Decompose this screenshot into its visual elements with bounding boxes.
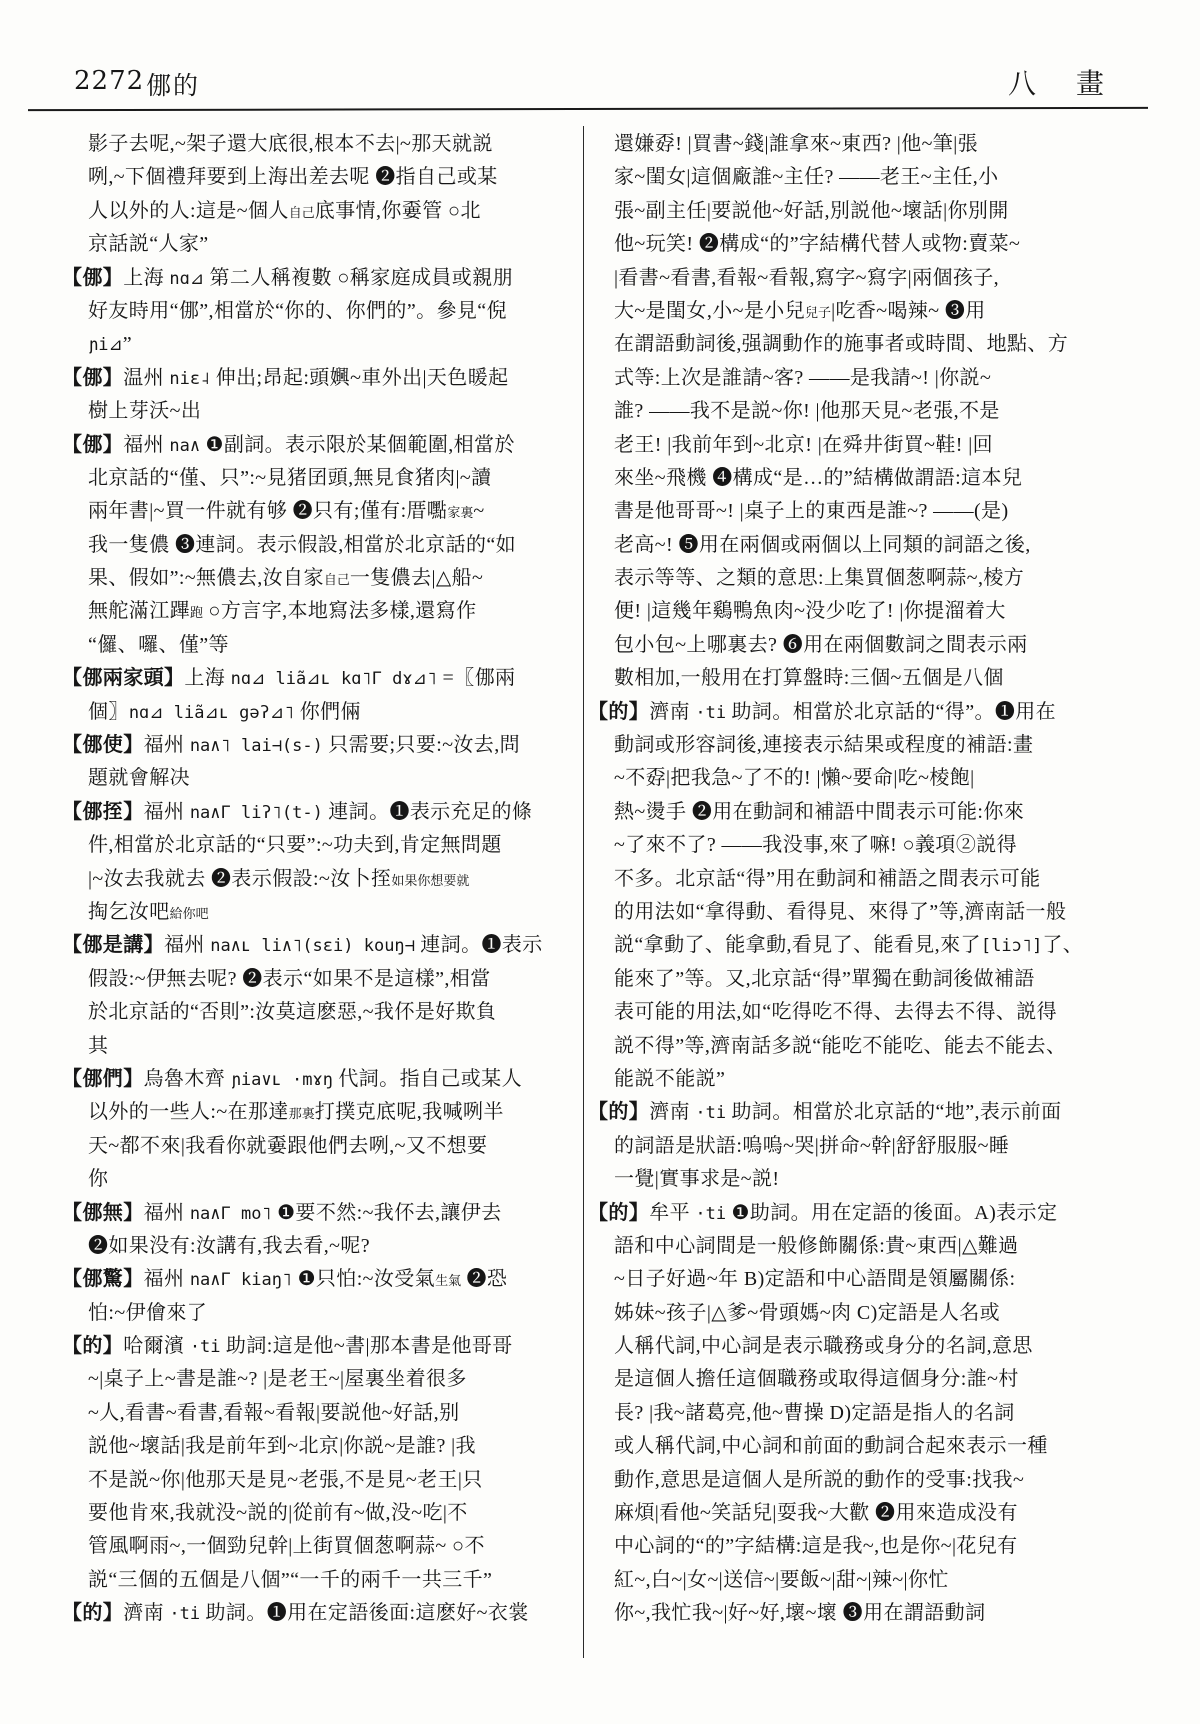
body-text: 便! |這幾年鷄鴨魚肉~没少吃了! |你提溜着大 <box>614 600 1006 623</box>
text-line <box>588 228 1060 261</box>
body-text: 烏魯木齊 <box>143 1067 231 1090</box>
body-text: 京話説“人家” <box>88 233 209 256</box>
text-line <box>588 829 1060 862</box>
text-line <box>62 662 550 695</box>
body-text: ❶助詞。用在定語的後面。A)表示定 <box>726 1201 1058 1224</box>
text-line <box>588 1397 1060 1430</box>
body-text: 北京話的“僅、只”:~見猪囝頭,無見食猪肉|~讀 <box>88 466 492 489</box>
body-text: 哈爾濱 <box>123 1335 190 1358</box>
text-line <box>62 1597 550 1630</box>
body-text: ❷恐 <box>461 1268 508 1291</box>
body-text: 不多。北京話“得”用在動詞和補語之間表示可能 <box>614 867 1041 890</box>
body-text: 福州 <box>123 433 170 456</box>
text-line <box>588 996 1060 1029</box>
body-text: 語和中心詞間是一般修飾關係:貴~東西|△難過 <box>614 1234 1019 1257</box>
body-text: 天~都不來|我看你就嫑跟他們去咧,~又不想要 <box>88 1134 488 1157</box>
text-line <box>588 1297 1060 1330</box>
inline-gloss: 自己 <box>323 572 350 588</box>
body-text: |~汝去我就去 ❷表示假設:~汝卜挃 <box>88 867 392 890</box>
body-text: 不是説~你|他那天是見~老張,不是見~老王|只 <box>88 1468 483 1491</box>
text-line <box>62 161 550 194</box>
text-line <box>588 629 1060 662</box>
text-line <box>588 562 1060 595</box>
inline-gloss: 給你吧 <box>169 905 209 921</box>
phonetic-transcription: [liɔ˥] <box>980 936 1043 957</box>
text-line <box>588 896 1067 929</box>
body-text: 兩年書|~買一件就有够 ❷只有;僅有:厝嚸 <box>88 500 448 523</box>
text-line <box>588 429 1060 462</box>
phonetic-transcription: ·ti <box>695 1103 727 1124</box>
body-text: 咧,~下個禮拜要到上海出差去呢 ❷指自己或某 <box>88 166 498 189</box>
left-column <box>62 128 550 1631</box>
text-line <box>62 896 550 929</box>
body-text: 中心詞的“的”字結構:這是我~,也是你~|花兒有 <box>614 1535 1018 1558</box>
body-text: ❷如果没有:汝講有,我去看,~呢? <box>88 1234 371 1257</box>
body-text: 能來了”等。又,北京話“得”單獨在動詞後做補語 <box>614 967 1035 990</box>
body-text: 打撲克底呢,我喊咧半 <box>314 1101 504 1124</box>
text-line <box>62 1530 550 1563</box>
text-line <box>588 963 1060 996</box>
body-text: 連詞。❶表示 <box>414 934 543 957</box>
body-text: ” <box>122 333 132 356</box>
body-text: 人稱代詞,中心詞是表示職務或身分的名詞,意思 <box>614 1335 1033 1358</box>
text-line <box>62 1030 550 1063</box>
body-text: 助詞。相當於北京話的“地”,表示前面 <box>726 1101 1062 1124</box>
right-column <box>588 128 1084 1631</box>
body-text: 能説不能説” <box>614 1067 726 1090</box>
text-line <box>588 262 1060 295</box>
body-text: 温州 <box>123 366 170 389</box>
text-line <box>588 328 1069 361</box>
text-line <box>62 1063 550 1096</box>
text-line <box>62 696 550 729</box>
body-text: 要他肯來,我就没~説的|從前有~做,没~吃|不 <box>88 1502 468 1525</box>
body-text: 姊妹~孩子|△爹~骨頭媽~肉 C)定語是人名或 <box>614 1301 1001 1324</box>
text-line <box>588 395 1060 428</box>
body-text: 連詞。❶表示充足的條 <box>322 800 533 823</box>
text-line <box>62 562 550 595</box>
text-line <box>62 195 550 228</box>
text-line <box>62 1497 550 1530</box>
text-line <box>588 762 1060 795</box>
text-line <box>588 1497 1060 1530</box>
body-text: |吃香~喝辣~ ❸用 <box>831 299 986 322</box>
entry-headword: 【㑚驚】 <box>62 1268 144 1291</box>
text-line <box>588 128 1060 161</box>
body-text: 説他~壞話|我是前年到~北京|你説~是誰? |我 <box>88 1435 476 1458</box>
body-text: 管風啊雨~,一個勁兒幹|上街買個葱啊蒜~ ○不 <box>88 1535 485 1558</box>
text-line <box>62 996 550 1029</box>
body-text: 一隻儂去|△船~ <box>349 567 484 590</box>
text-line <box>588 529 1060 562</box>
inline-gloss: 兒子 <box>805 304 832 320</box>
phonetic-transcription: niɛ˨ <box>169 368 211 389</box>
body-text: 長? |我~諸葛亮,他~曹操 D)定語是指人的名詞 <box>614 1401 1015 1424</box>
body-text: ~人,看書~看書,看報~看報|要説他~好話,别 <box>88 1401 460 1424</box>
phonetic-transcription: ɲia∨ʟ ·mɤŋ <box>230 1069 333 1090</box>
body-text: ~ <box>473 500 485 523</box>
text-line <box>588 1163 1060 1196</box>
text-line <box>588 1230 1060 1263</box>
text-line <box>62 429 550 462</box>
inline-gloss: 生氣 <box>435 1273 462 1289</box>
body-text: 其 <box>88 1034 109 1057</box>
text-line <box>588 796 1060 829</box>
body-text: 説“三個的五個是八個”“一千的兩千一共三千” <box>88 1568 493 1591</box>
body-text: 果、假如”:~無儂去,汝自家 <box>88 567 324 590</box>
body-text: 老王! |我前年到~北京! |在舜井街買~鞋! |回 <box>614 433 994 456</box>
text-line <box>62 796 550 829</box>
body-text: 我一隻儂 ❸連詞。表示假設,相當於北京話的“如 <box>88 533 517 556</box>
body-text: “儸、囉、僅”等 <box>88 633 229 656</box>
text-line <box>62 1363 550 1396</box>
body-text: ❶要不然:~我伓去,讓伊去 <box>271 1201 502 1224</box>
text-line <box>62 462 550 495</box>
text-line <box>62 1096 550 1129</box>
text-line <box>588 1363 1060 1396</box>
text-line <box>62 1163 550 1196</box>
body-text: 助詞:這是他~書|那本書是他哥哥 <box>220 1335 513 1358</box>
body-text: 人以外的人:這是~個人 <box>88 199 289 222</box>
body-text: 説不得”等,濟南話多説“能吃不能吃、能去不能去、 <box>614 1034 1067 1057</box>
entry-headword: 【㑚】 <box>62 433 124 456</box>
phonetic-transcription: na∧ʟ li∧˥(sɛi) kouŋ⊣ <box>210 936 415 957</box>
text-line <box>62 228 550 261</box>
guide-word: 㑚的 <box>146 73 201 100</box>
body-text: 於北京話的“否則”:汝莫這麽惡,~我伓是好欺負 <box>88 1001 497 1024</box>
page-number: 2272 <box>74 66 145 96</box>
entry-headword: 【㑚是講】 <box>62 934 164 957</box>
text-line <box>588 1130 1060 1163</box>
phonetic-transcription: na∧Γ kiaŋ˥ <box>189 1270 293 1291</box>
text-line <box>588 929 1084 962</box>
text-line <box>588 295 1060 328</box>
entry-headword: 【㑚挃】 <box>62 800 144 823</box>
stroke-section-label: 八 畫 <box>1008 69 1111 100</box>
text-line <box>62 1464 550 1497</box>
body-text: 你們倆 <box>294 700 361 723</box>
body-text: 福州 <box>143 1268 190 1291</box>
text-line <box>588 195 1060 228</box>
body-text: 助詞。❶用在定語後面:這麽好~衣裳 <box>200 1602 529 1625</box>
body-text: 動詞或形容詞後,連接表示結果或程度的補語:畫 <box>614 734 1034 757</box>
body-text: 了、 <box>1042 934 1084 957</box>
body-text: 無舵滿江蹕 <box>88 600 190 623</box>
body-text: 福州 <box>164 934 211 957</box>
phonetic-transcription: na∧˥ lai⊣(s-) <box>189 736 323 757</box>
body-text: 包小包~上哪裏去? ❻用在兩個數詞之間表示兩 <box>614 633 1028 656</box>
body-text: 底事情,你嫑管 ○北 <box>314 199 481 222</box>
body-text: 或人稱代詞,中心詞和前面的動詞合起來表示一種 <box>614 1435 1048 1458</box>
inline-gloss: 自己 <box>288 204 315 220</box>
body-text: 張~副主任|要説他~好話,別説他~壞話|你別開 <box>614 199 1009 222</box>
text-line <box>62 295 550 328</box>
phonetic-transcription: na∧ <box>169 435 201 456</box>
phonetic-transcription: nɑ⊿ liã⊿ʟ kɑ˥Γ dɤ⊿˥ <box>230 669 438 690</box>
body-text: 濟南 <box>649 1101 696 1124</box>
body-text: 樹上芽沃~出 <box>88 400 202 423</box>
body-text: 怕:~伊儈來了 <box>88 1301 208 1324</box>
text-line <box>62 128 550 161</box>
text-line <box>588 1063 1060 1096</box>
inline-gloss: 家裏 <box>447 505 474 521</box>
text-line <box>588 1464 1060 1497</box>
body-text: 紅~,白~|女~|送信~|要飯~|甜~|辣~|你忙 <box>614 1568 949 1591</box>
body-text: 表示等等、之類的意思:上集買個葱啊蒜~,棱方 <box>614 567 1025 590</box>
text-line <box>588 1263 1060 1296</box>
entry-headword: 【㑚】 <box>62 266 124 289</box>
body-text: |看書~看書,看報~看報,寫字~寫字|兩個孩子, <box>614 266 1000 289</box>
body-text: 上海 <box>184 667 231 690</box>
phonetic-transcription: nɑ⊿ liã⊿ʟ gəʔ⊿˥ <box>128 702 295 723</box>
entry-headword: 【的】 <box>588 700 650 723</box>
body-text: 一覺|實事求是~説! <box>614 1168 780 1191</box>
text-line <box>62 929 550 962</box>
phonetic-transcription: ·ti <box>695 702 727 723</box>
entry-headword: 【的】 <box>588 1201 650 1224</box>
text-line <box>62 1263 550 1296</box>
body-text: ❶只怕:~汝受氣 <box>292 1268 436 1291</box>
text-line <box>62 629 550 662</box>
entry-headword: 【㑚】 <box>62 366 124 389</box>
body-text: 的詞語是狀語:嗚嗚~哭|拼命~幹|舒舒服服~睡 <box>614 1134 1010 1157</box>
body-text: 第二人稱複數 ○稱家庭成員或親朋 <box>204 266 514 289</box>
phonetic-transcription: ·ti <box>695 1203 727 1224</box>
body-text: 福州 <box>143 1201 190 1224</box>
text-line <box>62 829 550 862</box>
text-line <box>62 362 550 395</box>
body-text: 書是他哥哥~! |桌子上的東西是誰~? ——(是) <box>614 500 1009 523</box>
text-line <box>62 1297 550 1330</box>
phonetic-transcription: nɑ⊿ <box>169 268 205 289</box>
text-line <box>62 762 550 795</box>
header-rule <box>28 107 1148 111</box>
column-divider <box>583 126 584 1658</box>
text-line <box>62 529 550 562</box>
body-text: 動作,意思是這個人是所説的動作的受事:找我~ <box>614 1468 1025 1491</box>
body-text: 來坐~飛機 ❹構成“是…的”結構做謂語:這本兒 <box>614 466 1023 489</box>
body-text: 你~,我忙我~|好~好,壞~壞 ❸用在謂語動詞 <box>614 1602 986 1625</box>
body-text: 假設:~伊無去呢? ❷表示“如果不是這樣”,相當 <box>88 967 491 990</box>
text-line <box>62 1397 550 1430</box>
body-text: 伸出;昂起:頭嬹~車外出|天色暖起 <box>210 366 509 389</box>
body-text: 老高~! ❺用在兩個或兩個以上同類的詞語之後, <box>614 533 1031 556</box>
body-text: ~日子好過~年 B)定語和中心語間是領屬關係: <box>614 1268 1016 1291</box>
body-text: 上海 <box>123 266 170 289</box>
body-text: 代詞。指自己或某人 <box>332 1067 522 1090</box>
text-line <box>588 462 1060 495</box>
body-text: 式等:上次是誰請~客? ——是我請~! |你説~ <box>614 366 992 389</box>
phonetic-transcription: ·ti <box>169 1604 201 1625</box>
inline-gloss: 那裏 <box>288 1106 315 1122</box>
body-text: 的用法如“拿得動、看得見、來得了”等,濟南話一般 <box>614 900 1067 923</box>
body-text: 影子去呢,~架子還大底很,根本不去|~那天就説 <box>88 133 493 155</box>
body-text: 還嫌孬! |買書~錢|誰拿來~東西? |他~筆|張 <box>614 133 979 155</box>
body-text: 助詞。相當於北京話的“得”。❶用在 <box>726 700 1057 723</box>
entry-headword: 【㑚無】 <box>62 1201 144 1224</box>
body-text: 大~是閨女,小~是小兒 <box>614 299 806 322</box>
text-line <box>62 595 550 628</box>
text-line <box>62 1430 550 1463</box>
body-text: 好友時用“㑚”,相當於“你的、你們的”。參見“倪 <box>88 299 507 322</box>
phonetic-transcription: na∧Γ liʔ˥(t-) <box>189 802 323 823</box>
text-line <box>588 161 1060 194</box>
text-line <box>588 1530 1060 1563</box>
text-line <box>588 495 1060 528</box>
entry-headword: 【㑚使】 <box>62 734 144 757</box>
entry-headword: 【的】 <box>588 1101 650 1124</box>
text-line <box>588 863 1060 896</box>
text-line <box>588 1030 1067 1063</box>
body-text: 以外的一些人:~在那達 <box>88 1101 289 1124</box>
body-text: ~|桌子上~書是誰~? |是老王~|屋裏坐着很多 <box>88 1368 467 1391</box>
text-line <box>588 1564 1060 1597</box>
body-text: 福州 <box>143 800 190 823</box>
body-text: ~不孬|把我急~了不的! |懶~要命|吃~棱飽| <box>614 767 975 790</box>
entry-headword: 【㑚兩家頭】 <box>62 667 185 690</box>
text-line <box>588 362 1060 395</box>
text-line <box>62 1330 550 1363</box>
body-text: 件,相當於北京話的“只要”:~功夫到,肯定無問題 <box>88 834 502 857</box>
text-line <box>62 395 550 428</box>
text-line <box>588 595 1060 628</box>
body-text: 牟平 <box>649 1201 696 1224</box>
body-text: 他~玩笑! ❷構成“的”字結構代替人或物:賣菜~ <box>614 233 1021 256</box>
inline-gloss: 如果你想要就 <box>391 872 470 888</box>
text-line <box>62 1564 550 1597</box>
body-text: 是這個人擔任這個職務或取得這個身分:誰~村 <box>614 1368 1019 1391</box>
body-text: =〖㑚兩 <box>437 667 516 690</box>
text-line <box>62 495 550 528</box>
body-text: ~了來不了? ——我没事,來了嘛! ○義項②説得 <box>614 834 1018 857</box>
text-line <box>62 729 550 762</box>
text-line <box>62 1130 550 1163</box>
body-text: 説“拿動了、能拿動,看見了、能看見,來了 <box>614 934 981 957</box>
body-text: 家~閨女|這個廠誰~主任? ——老王~主任,小 <box>614 166 999 189</box>
text-line <box>62 1197 550 1230</box>
body-text: 誰? ——我不是説~你! |他那天見~老張,不是 <box>614 400 1000 423</box>
text-line <box>588 1430 1060 1463</box>
body-text: 表可能的用法,如“吃得吃不得、去得去不得、説得 <box>614 1001 1058 1024</box>
text-line <box>588 1597 1060 1630</box>
text-line <box>588 729 1060 762</box>
entry-headword: 【的】 <box>62 1602 124 1625</box>
text-line <box>62 328 550 361</box>
text-line <box>588 662 1060 695</box>
body-text: 掏乞汝吧 <box>88 900 170 923</box>
text-line <box>588 1330 1060 1363</box>
inline-gloss: 跑 <box>190 605 204 621</box>
body-text: 題就會解决 <box>88 767 190 790</box>
body-text: 濟南 <box>123 1602 170 1625</box>
phonetic-transcription: ɲi⊿ <box>88 335 123 356</box>
body-text: 麻煩|看他~笑話兒|耍我~大歡 ❷用來造成没有 <box>614 1502 1018 1525</box>
body-text: 熱~燙手 ❷用在動詞和補語中間表示可能:你來 <box>614 800 1025 823</box>
body-text: 只需要;只要:~汝去,問 <box>322 734 521 757</box>
body-text: ❶副詞。表示限於某個範圍,相當於 <box>200 433 515 456</box>
text-line <box>588 696 1060 729</box>
phonetic-transcription: ·ti <box>189 1337 221 1358</box>
text-line <box>62 1230 550 1263</box>
body-text: 數相加,一般用在打算盤時:三個~五個是八個 <box>614 667 1004 690</box>
text-line <box>62 963 550 996</box>
text-line <box>62 262 550 295</box>
body-text: 福州 <box>143 734 190 757</box>
body-text: 濟南 <box>649 700 696 723</box>
body-text: ○方言字,本地寫法多樣,還寫作 <box>203 600 477 623</box>
text-line <box>62 863 550 896</box>
body-text: 個〗 <box>88 700 129 723</box>
body-text: 在謂語動詞後,强調動作的施事者或時間、地點、方 <box>614 333 1069 356</box>
text-line <box>588 1197 1060 1230</box>
entry-headword: 【的】 <box>62 1335 124 1358</box>
phonetic-transcription: na∧Γ mo˥ <box>189 1203 272 1224</box>
body-text: 你 <box>88 1168 109 1191</box>
entry-headword: 【㑚們】 <box>62 1067 144 1090</box>
text-line <box>588 1096 1060 1129</box>
